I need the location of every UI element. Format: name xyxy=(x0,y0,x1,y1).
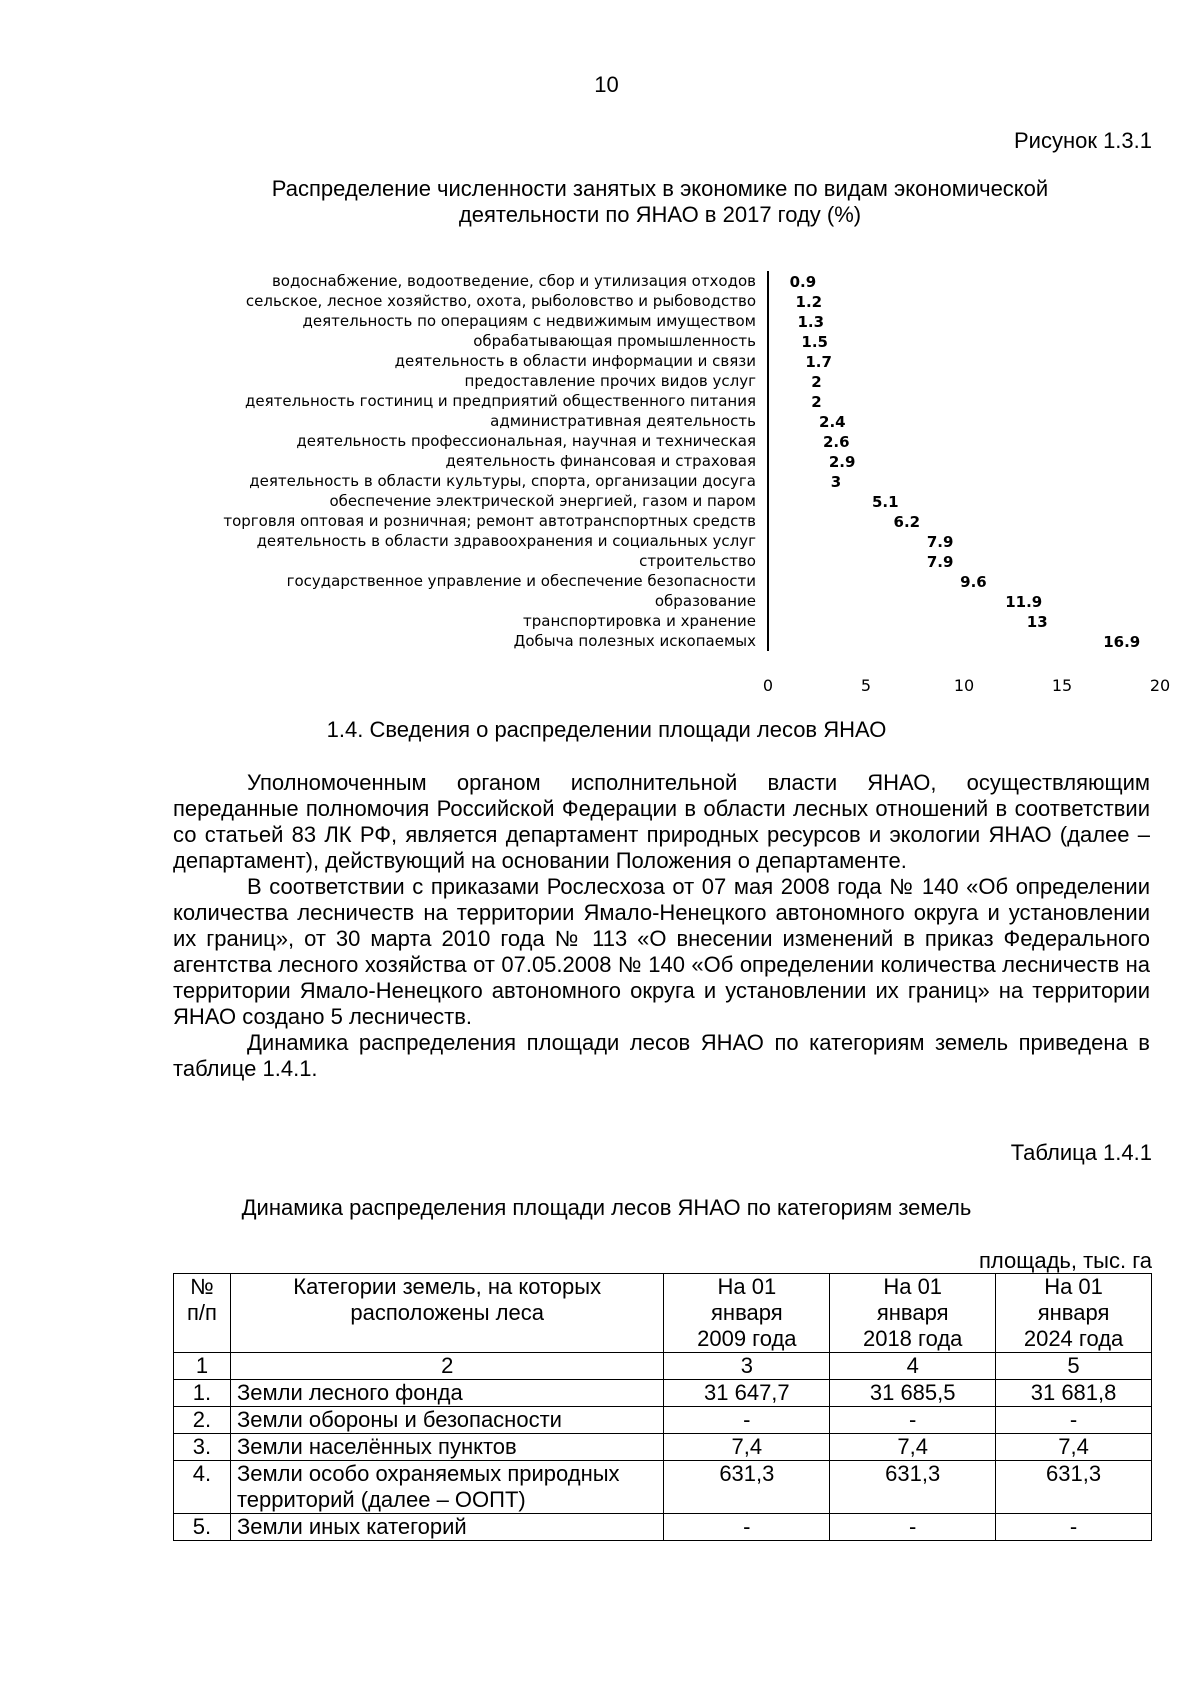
row-value-2018: - xyxy=(830,1514,996,1541)
bar xyxy=(768,335,797,348)
data-label: 2.4 xyxy=(819,413,846,431)
row-value-2024: 31 681,8 xyxy=(996,1380,1152,1407)
x-tick-label: 20 xyxy=(1149,676,1171,695)
forest-area-table xyxy=(173,1273,1152,1541)
category-label: водоснабжение, водоотведение, сбор и утилизация отходов xyxy=(271,272,756,290)
category-label: сельское, лесное хозяйство, охота, рыболовство и рыбоводство xyxy=(245,292,756,310)
data-label: 1.5 xyxy=(801,333,828,351)
category-label: деятельность в области информации и связи xyxy=(394,352,756,370)
data-label: 1.7 xyxy=(805,353,832,371)
chart-title-line-1: Распределение численности занятых в экономике по видам экономической xyxy=(271,176,1049,201)
category-label: административная деятельность xyxy=(490,412,756,430)
bar xyxy=(768,595,1001,608)
row-number: 4. xyxy=(174,1461,231,1514)
bar xyxy=(768,415,815,428)
category-label: деятельность гостиниц и предприятий общественного питания xyxy=(245,392,756,410)
category-label: транспортировка и хранение xyxy=(523,612,756,630)
category-label: торговля оптовая и розничная; ремонт автотранспортных средств xyxy=(223,512,756,530)
chart-title xyxy=(190,176,1130,228)
table-label: Таблица 1.4.1 xyxy=(1010,1140,1152,1165)
page-number: 10 xyxy=(594,72,619,97)
row-value-2018: 31 685,5 xyxy=(830,1380,996,1407)
bar xyxy=(768,635,1099,648)
table-row xyxy=(174,1380,1152,1407)
row-number: 3. xyxy=(174,1434,231,1461)
header-category: Категории земель, на которых расположены леса xyxy=(230,1274,663,1353)
data-label: 2 xyxy=(811,393,822,411)
category-label: государственное управление и обеспечение безопасности xyxy=(286,572,756,590)
data-label: 3 xyxy=(830,473,842,491)
x-tick-label: 15 xyxy=(1051,676,1073,695)
bar xyxy=(768,455,825,468)
table-title: Динамика распределения площади лесов ЯНАО по категориям земель xyxy=(241,1195,972,1220)
table-numbering-row xyxy=(174,1353,1152,1380)
section-title: 1.4. Сведения о распределении площади лесов ЯНАО xyxy=(326,717,887,742)
category-label: обеспечение электрической энергией, газом и паром xyxy=(329,492,756,510)
category-label: деятельность в области здравоохранения и социальных услуг xyxy=(256,532,756,550)
bar xyxy=(768,355,801,368)
data-label: 1.2 xyxy=(795,293,823,311)
bar xyxy=(768,395,807,408)
data-label: 2 xyxy=(811,373,822,391)
data-label: 11.9 xyxy=(1005,593,1043,611)
bar xyxy=(768,535,923,548)
bar xyxy=(768,295,792,308)
body-text xyxy=(173,770,1150,1082)
paragraph: Уполномоченным органом исполнительной власти ЯНАО, осуществляющим переданные полномочия Российской Федерации в области лесных отношений в соответствии со статьей 83 ЛК РФ, является департамент природных ресурсов и экологии ЯНАО (далее – департамент), действующий на основании Положения о департаменте. xyxy=(173,770,1150,873)
numbering-cell: 1 xyxy=(174,1353,231,1380)
data-label: 2.6 xyxy=(822,433,850,451)
row-category: Земли особо охраняемых природных территорий (далее – ООПТ) xyxy=(230,1461,663,1514)
category-label: деятельность по операциям с недвижимым имуществом xyxy=(302,312,756,330)
row-category: Земли лесного фонда xyxy=(230,1380,663,1407)
data-label: 6.2 xyxy=(893,513,921,531)
category-label: строительство xyxy=(639,552,756,570)
row-category: Земли обороны и безопасности xyxy=(230,1407,663,1434)
row-value-2024: 631,3 xyxy=(996,1461,1152,1514)
header-2018: На 01 января 2018 года xyxy=(830,1274,996,1353)
table-row xyxy=(174,1514,1152,1541)
x-tick-label: 0 xyxy=(762,676,774,695)
bar xyxy=(768,615,1023,628)
category-label: предоставление прочих видов услуг xyxy=(464,372,756,390)
row-value-2018: 7,4 xyxy=(830,1434,996,1461)
bar xyxy=(768,435,819,448)
data-label: 7.9 xyxy=(926,553,954,571)
row-number: 2. xyxy=(174,1407,231,1434)
numbering-cell: 5 xyxy=(996,1353,1152,1380)
numbering-cell: 4 xyxy=(830,1353,996,1380)
numbering-cell: 3 xyxy=(664,1353,830,1380)
row-value-2009: 631,3 xyxy=(664,1461,830,1514)
data-label: 7.9 xyxy=(926,533,954,551)
header-2024: На 01 января 2024 года xyxy=(996,1274,1152,1353)
category-label: деятельность профессиональная, научная и техническая xyxy=(296,432,756,450)
row-value-2018: - xyxy=(830,1407,996,1434)
table-row xyxy=(174,1434,1152,1461)
bar xyxy=(768,555,923,568)
row-number: 1. xyxy=(174,1380,231,1407)
units-label: площадь, тыс. га xyxy=(979,1248,1152,1273)
bar xyxy=(768,315,793,328)
data-label: 5.1 xyxy=(871,493,899,511)
category-label: обрабатывающая промышленность xyxy=(473,332,756,350)
data-label: 9.6 xyxy=(960,573,987,591)
figure-label: Рисунок 1.3.1 xyxy=(1013,128,1152,153)
row-value-2024: - xyxy=(996,1407,1152,1434)
bar xyxy=(768,475,827,488)
category-label: Добыча полезных ископаемых xyxy=(513,632,756,650)
x-tick-label: 5 xyxy=(860,676,872,695)
category-label: деятельность в области культуры, спорта, организации досуга xyxy=(249,472,756,490)
data-label: 0.9 xyxy=(789,273,817,291)
paragraph: В соответствии с приказами Рослесхоза от 07 мая 2008 года № 140 «Об определении количества лесничеств на территории Ямало-Ненецкого автономного округа и установлении их границ», от 30 марта 2010 года № 113 «О внесении изменений в приказ Федерального агентства лесного хозяйства от 07.05.2008 № 140 «Об определении количества лесничеств на территории Ямало-Ненецкого автономного округа и установлении их границ» на территории ЯНАО создано 5 лесничеств. xyxy=(173,874,1150,1029)
bar xyxy=(768,575,956,588)
row-value-2009: - xyxy=(664,1407,830,1434)
row-value-2024: 7,4 xyxy=(996,1434,1152,1461)
table-row xyxy=(174,1461,1152,1514)
data-label: 13 xyxy=(1026,613,1048,631)
header-number: № п/п xyxy=(174,1274,231,1353)
data-label: 1.3 xyxy=(797,313,825,331)
table-row xyxy=(174,1407,1152,1434)
row-value-2018: 631,3 xyxy=(830,1461,996,1514)
row-category: Земли иных категорий xyxy=(230,1514,663,1541)
bar xyxy=(768,495,868,508)
data-label: 2.9 xyxy=(828,453,856,471)
data-label: 16.9 xyxy=(1103,633,1141,651)
row-category: Земли населённых пунктов xyxy=(230,1434,663,1461)
numbering-cell: 2 xyxy=(230,1353,663,1380)
chart-title-line-2: деятельности по ЯНАО в 2017 году (%) xyxy=(458,202,862,227)
employment-bar-chart xyxy=(0,255,1200,700)
bar xyxy=(768,275,786,288)
row-value-2009: - xyxy=(664,1514,830,1541)
table-header-row xyxy=(174,1274,1152,1353)
row-value-2024: - xyxy=(996,1514,1152,1541)
x-tick-label: 10 xyxy=(953,676,975,695)
header-2009: На 01 января 2009 года xyxy=(664,1274,830,1353)
bar xyxy=(768,515,890,528)
category-label: деятельность финансовая и страховая xyxy=(445,452,756,470)
row-value-2009: 31 647,7 xyxy=(664,1380,830,1407)
row-value-2009: 7,4 xyxy=(664,1434,830,1461)
paragraph: Динамика распределения площади лесов ЯНАО по категориям земель приведена в таблице 1.4.1. xyxy=(173,1030,1150,1081)
row-number: 5. xyxy=(174,1514,231,1541)
category-label: образование xyxy=(654,592,756,610)
bar xyxy=(768,375,807,388)
